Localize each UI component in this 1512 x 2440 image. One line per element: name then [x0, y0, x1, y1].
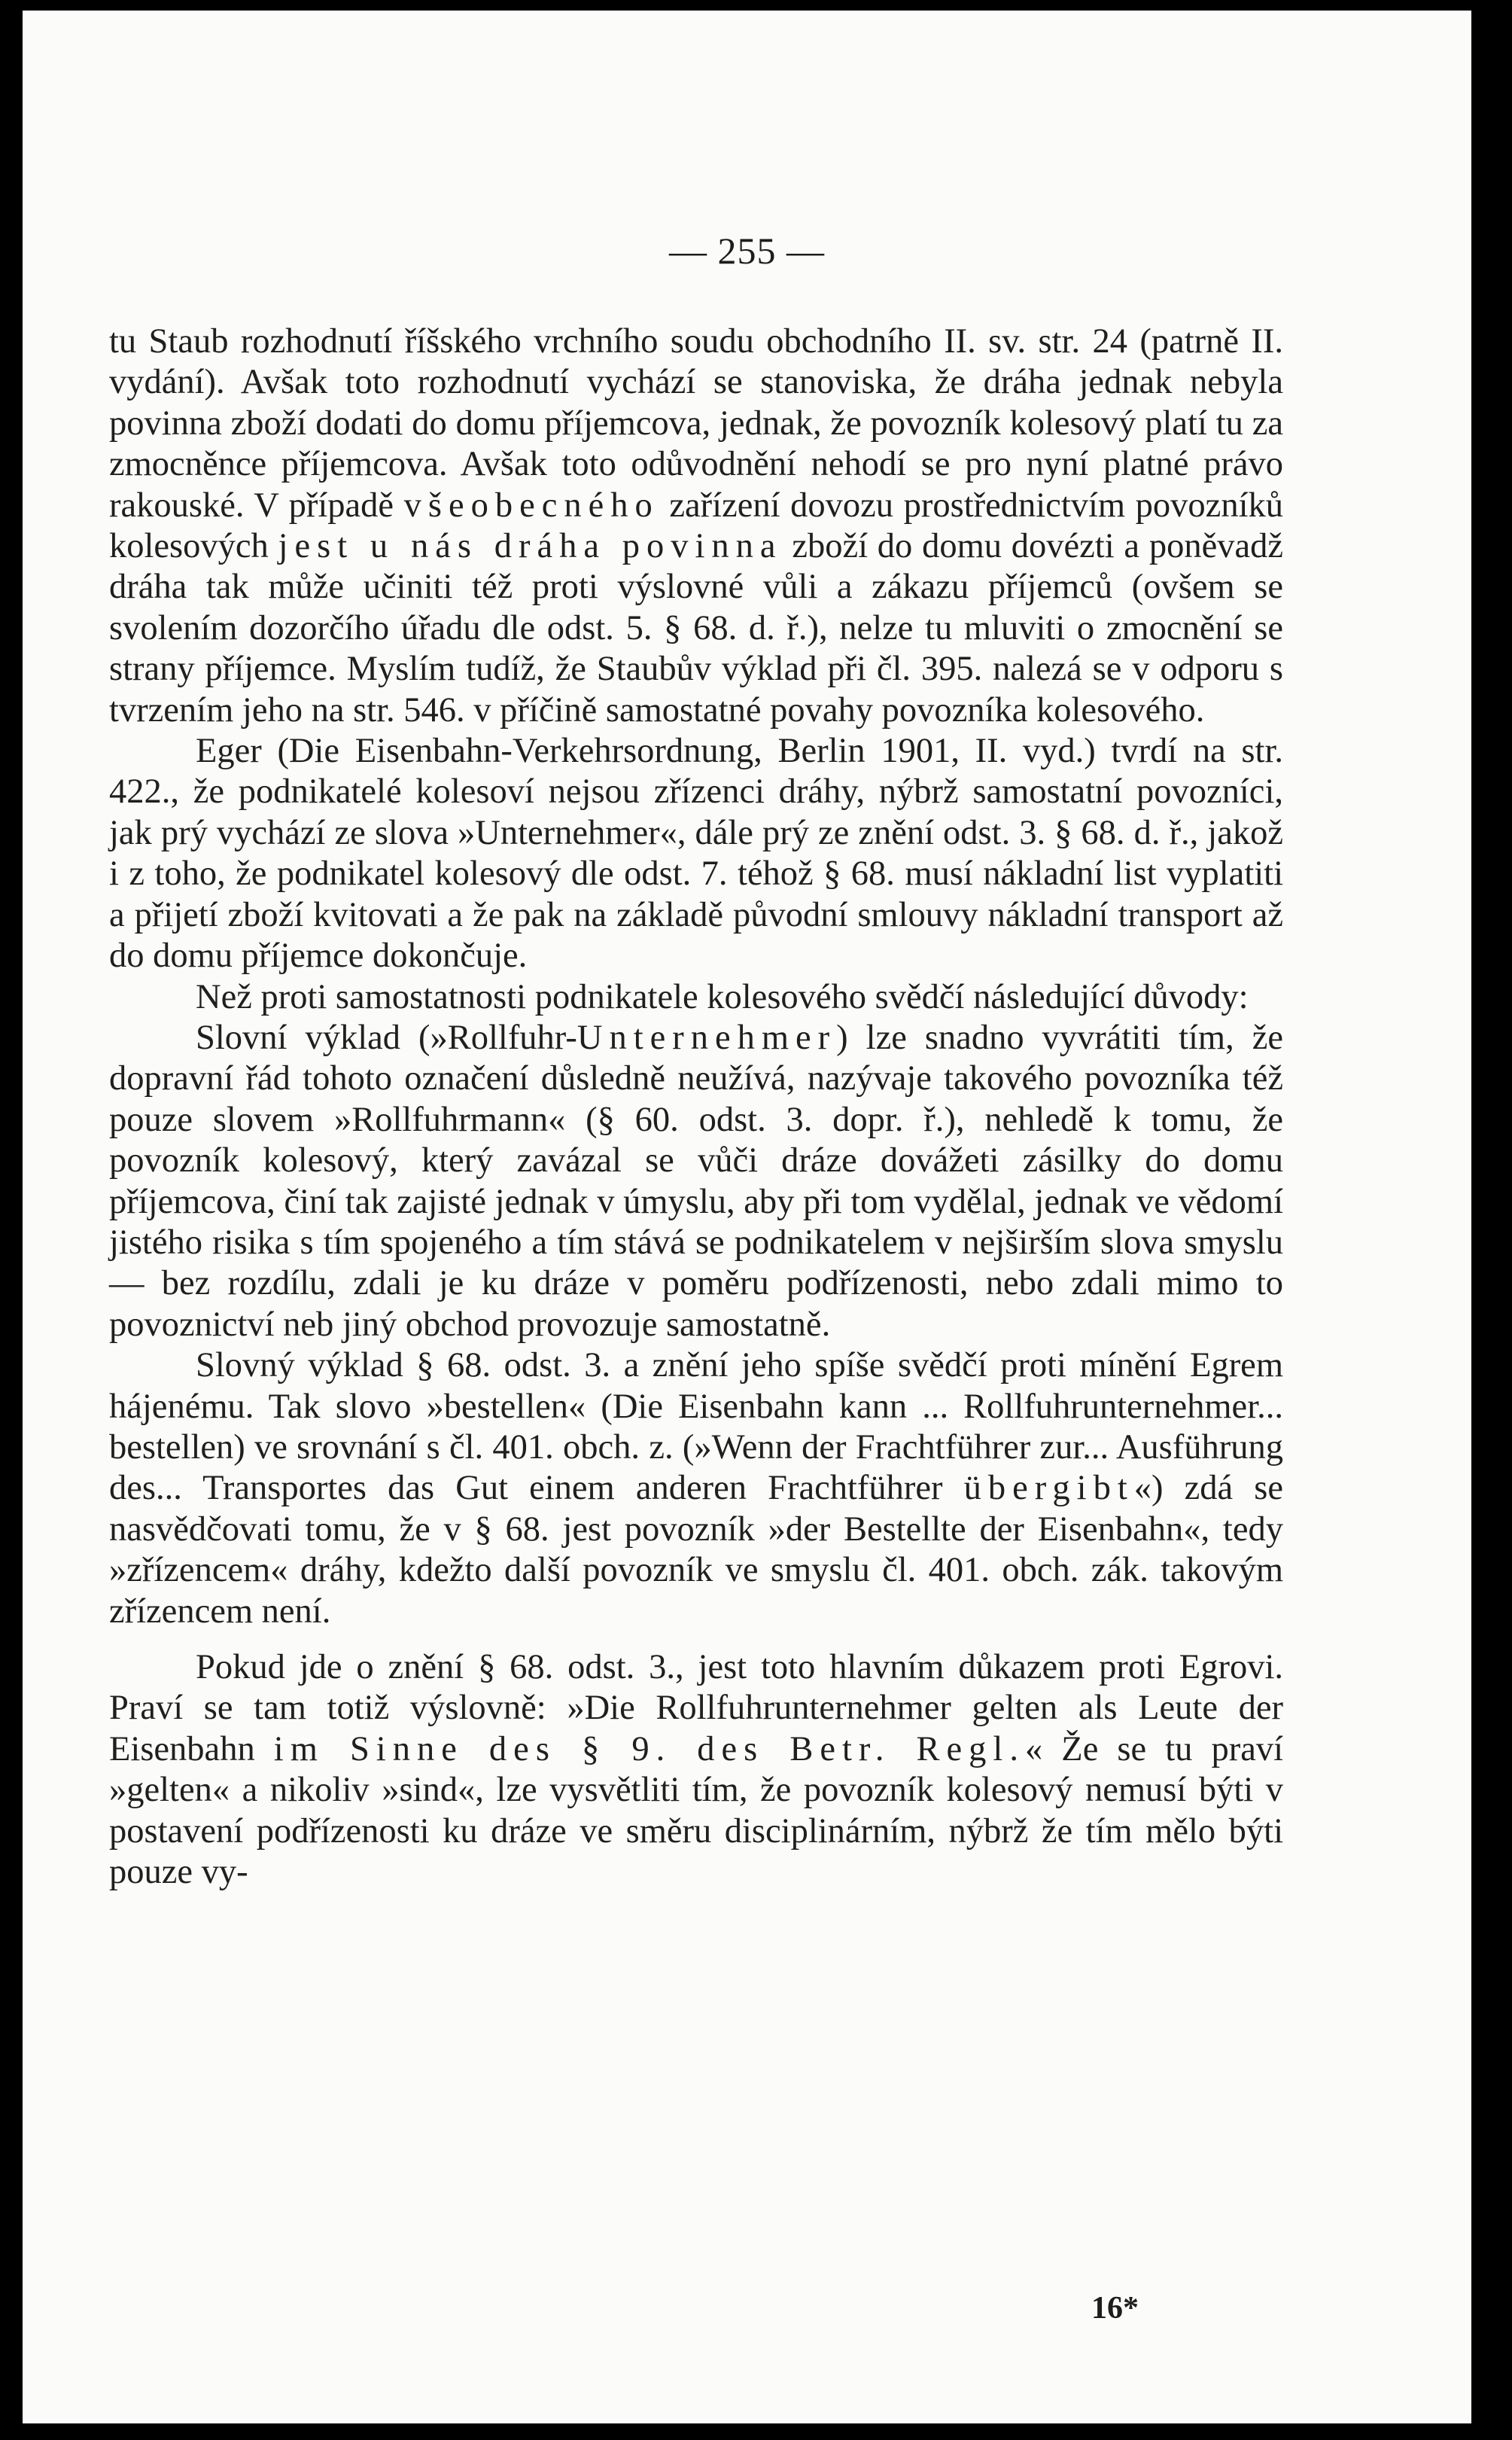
paragraph — [109, 1647, 1283, 1893]
book-page — [23, 11, 1471, 2423]
text-run: ) lze snadno vyvrátiti tím, že dopravní řád tohoto označení důsledně neužívá, nazývaje takového povozníka též pouze slovem »Rollfuhrmann« (§ 60. odst. 3. dopr. ř.), nehledě k tomu, že povozník kolesový, který zavázal se vůči dráze dovážeti zásilky do domu příjemcova, činí tak zajisté jednak v úmyslu, aby při tom vydělal, jednak ve vědomí jistého risika s tím spojeného a tím stává se podnikatelem v nejširším slova smyslu — bez rozdílu, zdali je ku dráze v poměru podřízenosti, nebo zdali mimo to povoznictví neb jiný obchod provozuje samostatně. — [109, 1018, 1283, 1344]
text-run: « Že se tu praví »gelten« a nikoliv »sind«, lze vysvětliti tím, že povozník kolesový nemusí býti v postavení podřízenosti ku dráze ve směru disciplinárním, nýbrž že tím mělo býti pouze vy- — [109, 1729, 1284, 1892]
text-run: Slovní výklad (»Rollfuhr- — [196, 1018, 577, 1057]
text-run: «) zdá se nasvědčovati tomu, že v § 68. jest povozník »der Bestellte der Eisenbahn«, tedy »zřízencem« dráhy, kdežto další povozník ve smyslu čl. 401. obch. zák. takovým zřízencem není. — [109, 1469, 1284, 1631]
text-run: zboží do domu dovézti a poněvadž dráha tak může učiniti též proti výslovné vůli a zákazu příjemců (ovšem se svolením dozorčího úřadu dle odst. 5. § 68. d. ř.), nelze tu mluviti o zmocnění se strany příjemce. Myslím tudíž, že Staubův výklad při čl. 395. nalezá se v odporu s tvrzením jeho na str. 546. v příčině samostatné povahy povozníka kolesového. — [109, 527, 1283, 730]
spaced-emphasis-text: všeobecného — [403, 486, 659, 525]
text-run: Pokud jde o znění § 68. odst. 3., jest toto hlavním důkazem proti Egrovi. Praví se tam totiž výslovně: »Die Rollfuhrunternehmer gelten als Leute der Eisenbahn — [109, 1648, 1283, 1768]
body-text — [109, 321, 1283, 1893]
paragraph — [109, 731, 1283, 976]
paragraph — [109, 977, 1283, 1018]
text-run: Slovný výklad § 68. odst. 3. a znění jeho spíše svědčí proti mínění Egrem hájenému. Tak slovo »bestellen« (Die Eisenbahn kann ... Rollfuhrunternehmer... bestellen) ve srovnání s čl. 401. obch. z. (»Wenn der Frachtführer zur... Ausführung des... Transportes das Gut einem anderen Frachtführer — [109, 1346, 1283, 1508]
text-run: tu Staub rozhodnutí říšského vrchního soudu obchodního II. sv. str. 24 (patrně II. vydání). Avšak toto rozhodnutí vychází se stanoviska, že dráha jednak nebyla povinna zboží dodati do domu příjemcova, jednak, že povozník kolesový platí tu za zmocněnce příjemcova. Avšak toto odůvodnění nehodí se pro nyní platné právo rakouské. V případě — [109, 322, 1283, 525]
paragraph — [109, 321, 1283, 731]
text-run: Eger (Die Eisenbahn-Verkehrsordnung, Berlin 1901, II. vyd.) tvrdí na str. 422., že podnikatelé kolesoví nejsou zřízenci dráhy, nýbrž samostatní povozníci, jak prý vychází ze slova »Unternehmer«, dále prý ze znění odst. 3. § 68. d. ř., jakož i z toho, že podnikatel kolesový dle odst. 7. téhož § 68. musí nákladní list vyplatiti a přijetí zboží kvitovati a že pak na základě původní smlouvy nákladní transport až do domu příjemce dokončuje. — [109, 732, 1283, 976]
text-run: zařízení dovozu prostřednictvím povozníků kolesových — [109, 486, 1283, 566]
spaced-emphasis-text: übergibt — [963, 1469, 1134, 1508]
spaced-emphasis-text: jest u nás dráha povinna — [278, 527, 783, 566]
text-run: Než proti samostatnosti podnikatele kolesového svědčí následující důvody: — [196, 977, 1249, 1016]
paragraph — [109, 1018, 1283, 1345]
page-number-header: — 255 — — [669, 230, 825, 272]
printer-signature-mark: 16* — [1091, 2291, 1139, 2326]
spaced-emphasis-text: Unternehmer — [577, 1018, 837, 1057]
paragraph — [109, 1345, 1283, 1632]
spaced-emphasis-text: im Sinne des § 9. des Betr. Regl. — [273, 1729, 1025, 1768]
